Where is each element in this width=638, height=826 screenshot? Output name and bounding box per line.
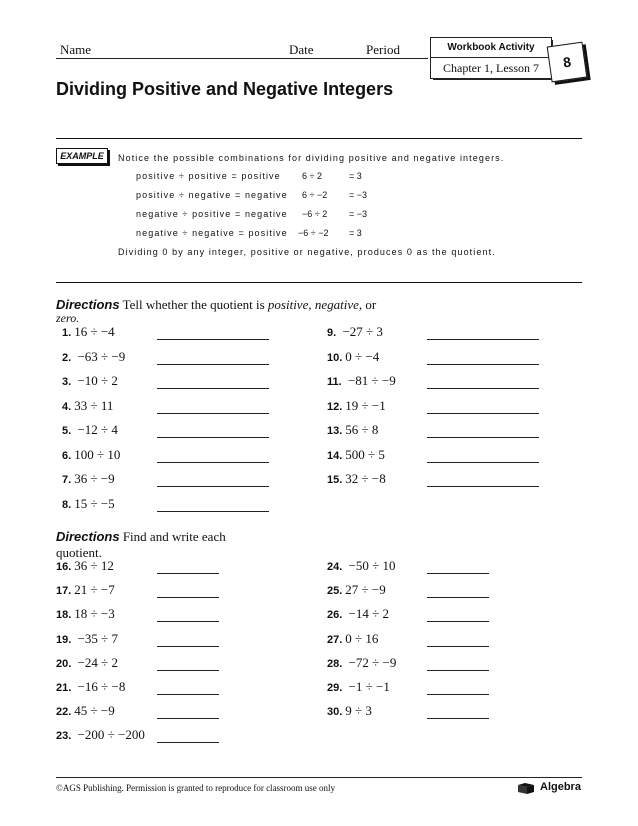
rule-expression: 6 ÷ 2 [302,171,322,181]
problem-row [56,655,118,671]
problem-number: 27. [327,633,343,646]
rule-result: = −3 [349,190,368,200]
answer-blank[interactable] [157,573,219,574]
problem-row [62,496,115,512]
answer-blank[interactable] [427,486,539,487]
answer-blank[interactable] [157,670,219,671]
problem-row [327,471,386,487]
problem-expression: 100 ÷ 10 [74,446,121,462]
problem-expression: 36 ÷ −9 [74,471,115,486]
problem-row [327,447,385,463]
problem-expression: 36 ÷ 12 [74,558,114,573]
rule-text: positive ÷ positive = positive [136,171,281,181]
directions-1: Directions Tell whether the quotient is positive, negative, or [56,297,377,312]
rule-result: = −3 [349,209,368,219]
answer-blank[interactable] [157,364,269,365]
directions-2: Directions Find and write each [56,529,226,544]
directions-1-last: zero. [56,311,80,325]
problem-expression: 500 ÷ 5 [345,446,385,462]
problem-row [62,422,118,438]
problem-expression: 15 ÷ −5 [74,495,115,511]
answer-blank[interactable] [157,597,219,598]
page-title: Dividing Positive and Negative Integers [56,79,394,99]
problem-number: 17. [56,585,72,598]
answer-blank[interactable] [427,646,489,647]
rule-text: negative ÷ positive = negative [136,209,288,219]
rule-expression: −6 ÷ 2 [302,209,328,219]
answer-blank[interactable] [427,573,489,574]
problem-number: 5. [62,425,72,437]
problem-expression: 19 ÷ −1 [345,397,386,413]
answer-blank[interactable] [157,486,269,487]
answer-blank[interactable] [157,718,219,719]
problem-expression: 32 ÷ −8 [345,471,386,486]
problem-number: 15. [327,474,343,486]
answer-blank[interactable] [427,718,489,719]
problem-expression: −72 ÷ −9 [345,654,397,670]
problem-row [327,324,383,340]
problem-number: 25. [327,585,343,598]
problem-row [62,398,113,414]
problem-number: 19. [56,633,72,646]
rule-expression: −6 ÷ −2 [298,228,329,238]
problem-row [56,703,115,719]
answer-blank[interactable] [427,670,489,671]
problem-expression: −1 ÷ −1 [345,679,390,694]
problem-row [327,679,390,695]
problem-expression: −24 ÷ 2 [74,654,119,670]
problem-number: 23. [56,730,72,743]
problem-number: 20. [56,657,72,670]
answer-blank[interactable] [157,462,269,463]
problem-number: 14. [327,449,343,462]
problem-row [327,558,396,574]
example-note: Dividing 0 by any integer, positive or negative, produces 0 as the quotient. [118,247,496,257]
problem-row [327,349,379,365]
problem-expression: −35 ÷ 7 [74,630,119,646]
problem-row [56,558,114,574]
book-icon [517,781,535,792]
problem-number: 3. [62,376,72,388]
rule-result: = 3 [349,171,362,181]
rule-text: negative ÷ negative = positive [136,228,288,238]
problem-row [327,655,396,671]
answer-blank[interactable] [157,742,219,743]
problem-row [62,447,120,463]
problem-expression: −10 ÷ 2 [74,373,118,388]
problem-expression: 56 ÷ 8 [345,422,379,437]
problem-expression: 33 ÷ 11 [74,397,114,413]
problem-expression: 16 ÷ −4 [74,324,115,339]
problem-row [327,606,389,622]
problem-row [62,373,118,389]
problem-number: 26. [327,609,343,622]
workbook-activity-label: Workbook Activity [430,37,552,59]
answer-blank[interactable] [157,413,269,414]
problem-number: 13. [327,425,343,437]
problem-expression: 0 ÷ −4 [345,348,380,364]
problem-number: 2. [62,351,72,364]
problem-expression: 45 ÷ −9 [74,703,115,719]
date-label: Date [289,42,314,57]
answer-blank[interactable] [427,694,489,695]
problem-expression: −16 ÷ −8 [74,679,126,694]
answer-blank[interactable] [427,364,539,365]
chapter-lesson-label: Chapter 1, Lesson 7 [430,57,552,79]
answer-blank[interactable] [157,621,219,622]
problem-row [327,373,396,389]
answer-blank[interactable] [427,388,539,389]
problem-row [327,703,372,719]
problem-expression: −50 ÷ 10 [345,558,396,573]
divider [56,282,582,283]
problem-expression: −63 ÷ −9 [74,348,126,364]
directions-label: Directions [56,529,120,544]
name-label: Name [60,42,92,57]
problem-number: 22. [56,706,72,719]
answer-blank[interactable] [427,413,539,414]
problem-expression: −200 ÷ −200 [74,727,145,743]
problem-number: 8. [62,498,72,511]
activity-number-badge: 8 [547,42,588,83]
answer-blank[interactable] [157,388,269,389]
problem-row [62,349,125,365]
problem-number: 1. [62,327,72,339]
answer-blank[interactable] [427,597,489,598]
problem-number: 11. [327,376,342,388]
problem-number: 24. [327,561,343,573]
answer-blank[interactable] [157,339,269,340]
answer-blank[interactable] [427,621,489,622]
answer-blank[interactable] [157,437,269,438]
problem-row [327,398,386,414]
answer-blank[interactable] [157,694,219,695]
problem-number: 4. [62,400,72,413]
example-intro: Notice the possible combinations for dividing positive and negative integers. [118,153,505,163]
problem-row [56,582,115,598]
problem-expression: −12 ÷ 4 [74,422,118,437]
rule-result: = 3 [349,228,362,238]
problem-expression: 18 ÷ −3 [74,606,115,622]
footer-divider [56,777,582,778]
problem-number: 21. [56,682,72,694]
problem-expression: −27 ÷ 3 [339,324,383,339]
problem-expression: −81 ÷ −9 [344,373,396,388]
answer-blank[interactable] [157,511,269,512]
directions-2-line2: quotient. [56,545,102,560]
problem-expression: −14 ÷ 2 [345,606,390,622]
problem-row [62,471,115,487]
rule-text: positive ÷ negative = negative [136,190,288,200]
problem-row [56,679,125,695]
period-label: Period [366,42,400,57]
problem-number: 7. [62,474,72,486]
problem-expression: 0 ÷ 16 [345,630,379,646]
problem-expression: 27 ÷ −9 [345,582,386,598]
problem-row [327,582,386,598]
directions-label: Directions [56,297,120,312]
problem-expression: 21 ÷ −7 [74,582,115,598]
problem-number: 28. [327,657,343,670]
problem-number: 29. [327,682,343,694]
problem-row [327,631,378,647]
problem-number: 6. [62,449,72,462]
problem-number: 16. [56,561,72,573]
problem-number: 10. [327,351,343,364]
answer-blank[interactable] [427,437,539,438]
problem-number: 9. [327,327,337,339]
problem-row [56,631,118,647]
problem-row [56,727,145,743]
answer-blank[interactable] [427,339,539,340]
name-date-line [56,58,428,59]
problem-number: 18. [56,609,72,622]
example-tag: EXAMPLE [56,148,108,164]
divider [56,138,582,139]
answer-blank[interactable] [427,462,539,463]
problem-row [62,324,115,340]
problem-row [56,606,115,622]
rule-expression: 6 ÷ −2 [302,190,328,200]
problem-number: 30. [327,706,343,719]
copyright: ©AGS Publishing. Permission is granted to reproduce for classroom use only [56,783,336,793]
answer-blank[interactable] [157,646,219,647]
problem-number: 12. [327,400,343,413]
problem-row [327,422,378,438]
subject-label: Algebra [540,781,581,793]
problem-expression: 9 ÷ 3 [345,703,372,719]
